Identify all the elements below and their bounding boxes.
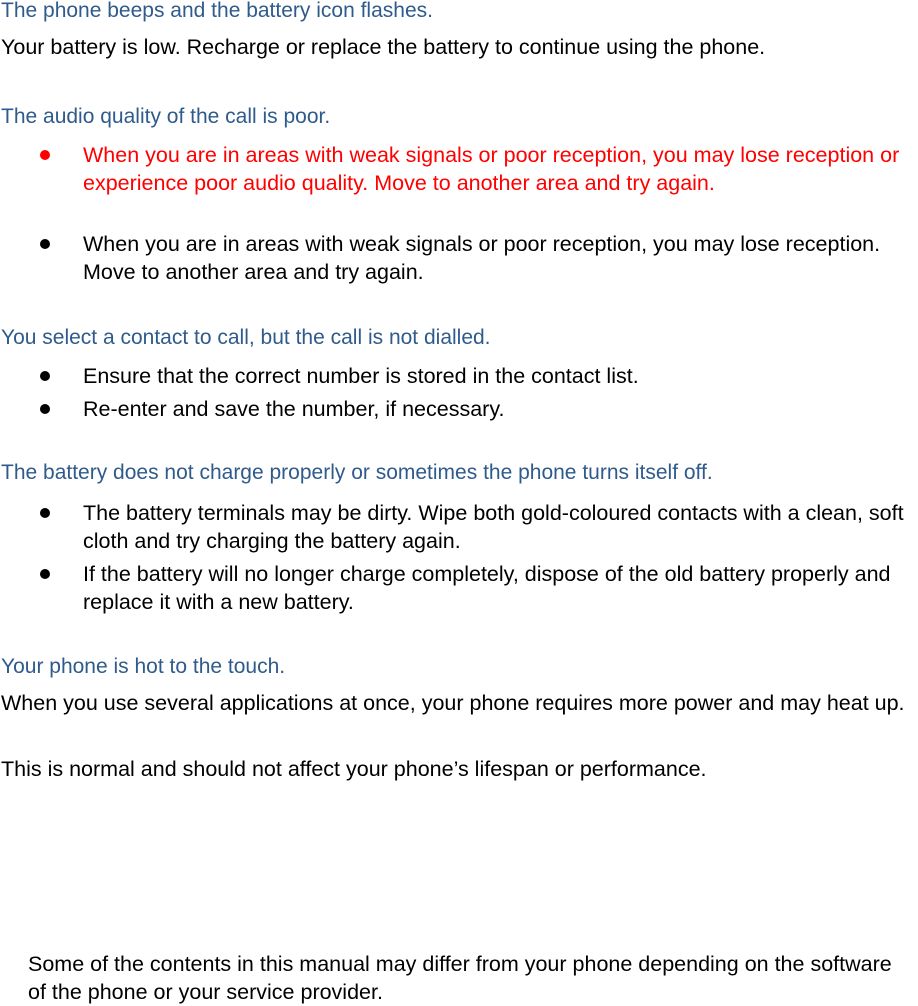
bullet-icon	[40, 404, 50, 414]
bullet-text: Re-enter and save the number, if necessary.	[83, 397, 505, 421]
bullet-icon	[40, 239, 50, 249]
section-heading-battery-beeps: The phone beeps and the battery icon flashes.	[1, 0, 433, 22]
bullet-icon	[40, 371, 50, 381]
bullet-text: If the battery will no longer charge completely, dispose of the old battery properly and replace it with a new battery.	[83, 562, 891, 614]
section-heading-audio-quality: The audio quality of the call is poor.	[1, 105, 331, 128]
paragraph-power-usage: When you use several applications at once, your phone requires more power and may heat up.	[1, 691, 905, 715]
paragraph-battery-low: Your battery is low. Recharge or replace the battery to continue using the phone.	[1, 35, 766, 59]
bullet-icon	[40, 569, 50, 579]
bullet-text: Ensure that the correct number is stored in the contact list.	[83, 364, 639, 388]
section-heading-call-not-dialled: You select a contact to call, but the call is not dialled.	[1, 326, 491, 349]
section-heading-battery-charge: The battery does not charge properly or sometimes the phone turns itself off.	[1, 461, 713, 484]
section-heading-phone-hot: Your phone is hot to the touch.	[1, 655, 286, 678]
footer-note: Some of the contents in this manual may differ from your phone depending on the software of the phone or your service provider.	[28, 952, 892, 1004]
bullet-text: When you are in areas with weak signals or poor reception, you may lose reception or experience poor audio quality. Move to another area and try again.	[83, 143, 900, 195]
bullet-icon	[40, 508, 50, 518]
bullet-text: The battery terminals may be dirty. Wipe both gold-coloured contacts with a clean, soft cloth and try charging the battery again.	[83, 501, 904, 553]
bullet-icon	[40, 150, 50, 160]
bullet-text: When you are in areas with weak signals or poor reception, you may lose reception. Move to another area and try again.	[83, 232, 881, 284]
paragraph-normal-behaviour: This is normal and should not affect your phone’s lifespan or performance.	[1, 757, 707, 781]
